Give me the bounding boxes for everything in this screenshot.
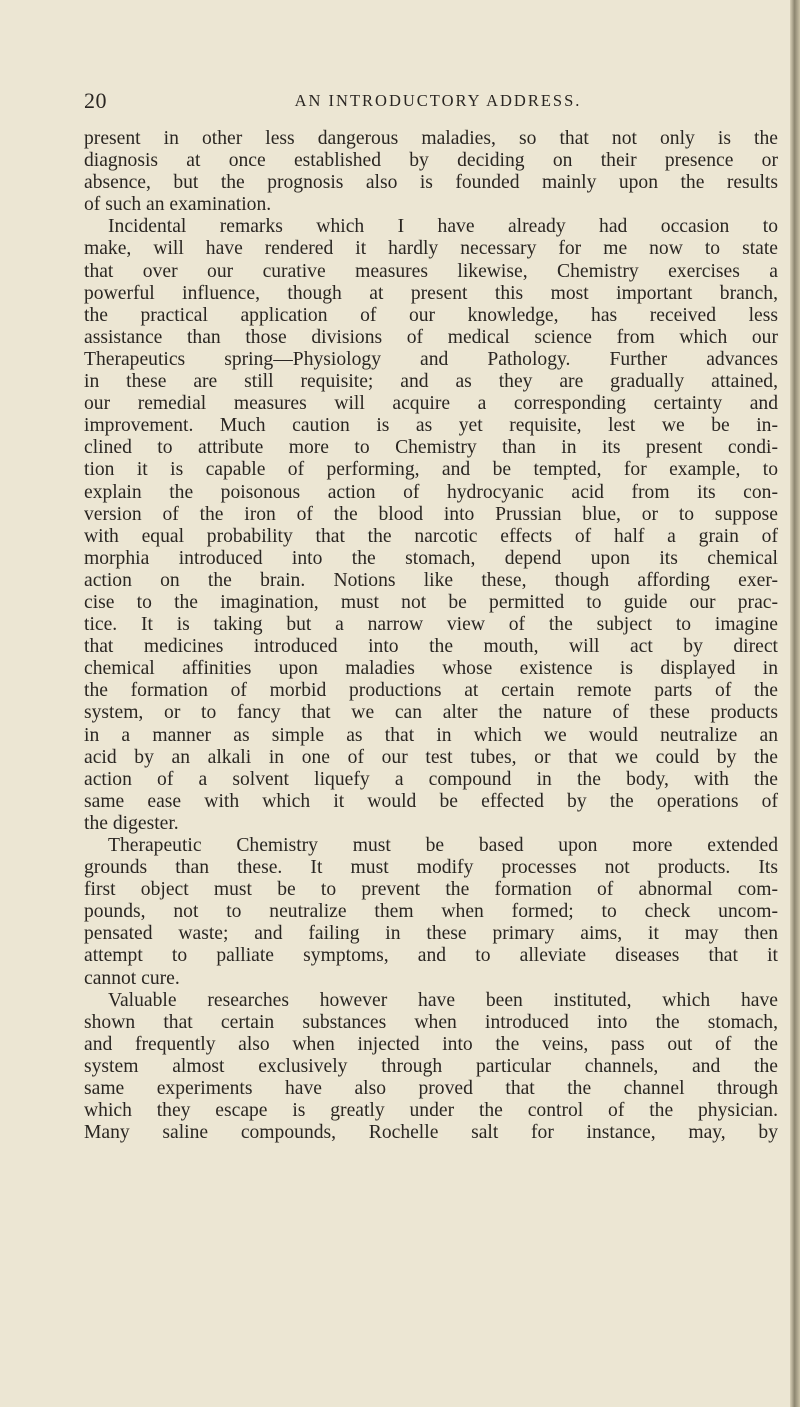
text-line: Therapeutics spring—Physiology and Pathology. Further advances [84, 348, 778, 370]
text-line: system almost exclusively through particular channels, and the [84, 1055, 778, 1077]
text-line: shown that certain substances when introduced into the stomach, [84, 1011, 778, 1033]
text-line: the practical application of our knowledge, has received less [84, 304, 778, 326]
text-line: morphia introduced into the stomach, depend upon its chemical [84, 547, 778, 569]
running-head: AN INTRODUCTORY ADDRESS. [294, 91, 582, 110]
text-line: present in other less dangerous maladies, so that not only is the [84, 128, 778, 149]
text-line: in a manner as simple as that in which we would neutralize an [84, 724, 778, 746]
text-line: Many saline compounds, Rochelle salt for instance, may, by [84, 1122, 778, 1144]
text-line: Valuable researches however have been instituted, which have [108, 989, 778, 1011]
text-line: our remedial measures will acquire a corresponding certainty and [84, 393, 778, 415]
page-edge [790, 0, 800, 1407]
text-line: the digester. [84, 812, 179, 834]
text-line: system, or to fancy that we can alter the nature of these products [84, 702, 778, 724]
text-line: first object must be to prevent the formation of abnormal com- [84, 879, 778, 901]
text-line: absence, but the prognosis also is founded mainly upon the results [84, 172, 778, 194]
text-line: acid by an alkali in one of our test tubes, or that we could by the [84, 746, 778, 768]
text-line: action on the brain. Notions like these, though affording exer- [84, 569, 778, 591]
paragraph [84, 216, 778, 835]
page-number: 20 [84, 88, 107, 113]
text-line: action of a solvent liquefy a compound in the body, with the [84, 768, 778, 790]
text-line: version of the iron of the blood into Prussian blue, or to suppose [84, 503, 778, 525]
text-line: tion it is capable of performing, and be tempted, for example, to [84, 459, 778, 481]
text-line: of such an examination. [84, 194, 272, 216]
text-line: explain the poisonous action of hydrocyanic acid from its con- [84, 481, 778, 503]
text-line: in these are still requisite; and as they are gradually attained, [84, 371, 778, 393]
text-line: chemical affinities upon maladies whose existence is displayed in [84, 658, 778, 680]
text-line: that medicines introduced into the mouth, will act by direct [84, 636, 778, 658]
body-text [84, 128, 778, 1144]
text-line: Therapeutic Chemistry must be based upon more extended [108, 835, 778, 856]
text-line: and frequently also when injected into the veins, pass out of the [84, 1033, 778, 1055]
text-line: pounds, not to neutralize them when formed; to check uncom- [84, 901, 778, 923]
text-line: cise to the imagination, must not be permitted to guide our prac- [84, 591, 778, 613]
page-header [84, 88, 778, 114]
text-line: improvement. Much caution is as yet requisite, lest we be in- [84, 415, 778, 437]
text-line: Incidental remarks which I have already had occasion to [108, 216, 778, 238]
text-line: same ease with which it would be effected by the operations of [84, 790, 778, 812]
text-line: tice. It is taking but a narrow view of the subject to imagine [84, 614, 778, 636]
text-line: cannot cure. [84, 967, 180, 989]
text-line: grounds than these. It must modify processes not products. Its [84, 857, 778, 879]
paragraph [84, 990, 778, 1145]
text-line: make, will have rendered it hardly necessary for me now to state [84, 238, 778, 260]
text-line: diagnosis at once established by deciding on their presence or [84, 150, 778, 172]
text-line: same experiments have also proved that the channel through [84, 1078, 778, 1100]
text-line: that over our curative measures likewise, Chemistry exercises a [84, 260, 778, 282]
text-line: clined to attribute more to Chemistry than in its present condi- [84, 437, 778, 459]
text-line: which they escape is greatly under the control of the physician. [84, 1100, 778, 1122]
text-line: attempt to palliate symptoms, and to alleviate diseases that it [84, 945, 778, 967]
text-line: assistance than those divisions of medical science from which our [84, 326, 778, 348]
text-line: pensated waste; and failing in these primary aims, it may then [84, 923, 778, 945]
text-line: with equal probability that the narcotic effects of half a grain of [84, 525, 778, 547]
text-line: the formation of morbid productions at certain remote parts of the [84, 680, 778, 702]
text-line: powerful influence, though at present this most important branch, [84, 282, 778, 304]
paragraph [84, 835, 778, 990]
paragraph [84, 128, 778, 216]
